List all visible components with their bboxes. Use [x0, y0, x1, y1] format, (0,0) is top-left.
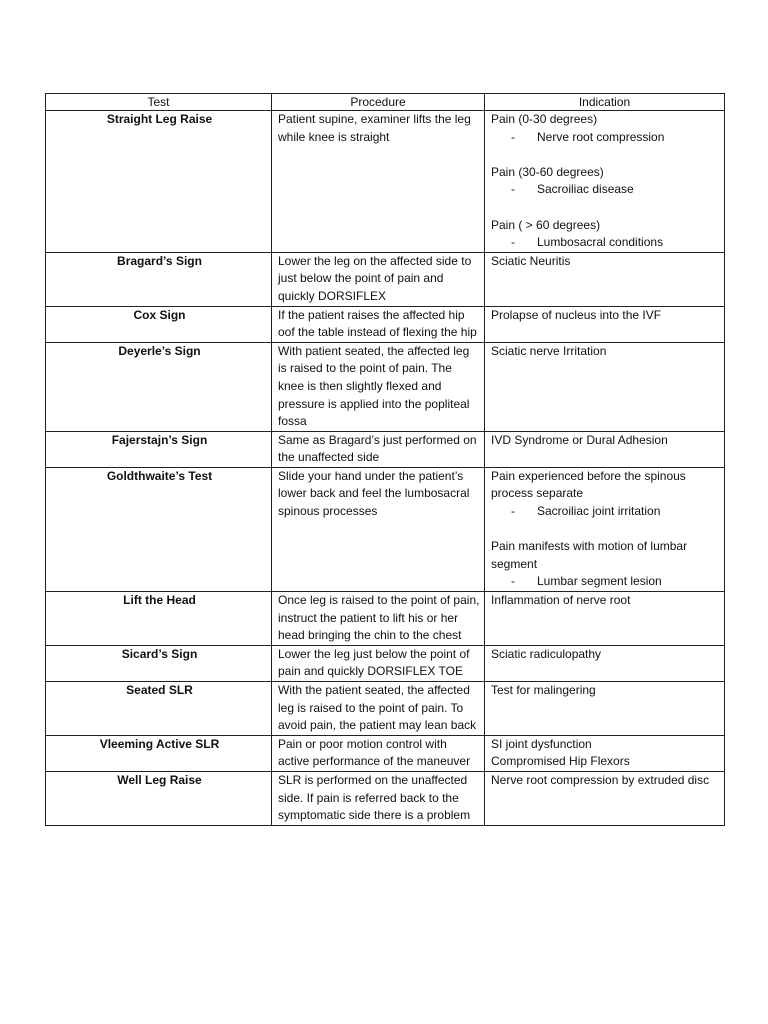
header-row: [46, 94, 725, 111]
indication-heading: Pain experienced before the spinous process separate: [491, 468, 686, 501]
test-name: Well Leg Raise: [46, 771, 272, 825]
procedure-text: With patient seated, the affected leg is raised to the point of pain. The knee is then slightly flexed and pressure is applied into the popliteal fossa: [272, 342, 485, 431]
test-name: Deyerle’s Sign: [46, 342, 272, 431]
indication-text: Prolapse of nucleus into the IVF: [485, 306, 725, 342]
indication-cell: [485, 111, 725, 253]
header-procedure: Procedure: [272, 94, 485, 111]
procedure-text: Once leg is raised to the point of pain, instruct the patient to lift his or her head bringing the chin to the chest: [272, 592, 485, 646]
table-row: [46, 467, 725, 591]
indication-line: SI joint dysfunction: [491, 736, 592, 751]
indication-bullet: - Lumbar segment lesion: [511, 574, 662, 589]
procedure-text: Pain or poor motion control with active performance of the maneuver: [272, 735, 485, 771]
procedure-text: With the patient seated, the affected leg is raised to the point of pain. To avoid pain, the patient may lean back: [272, 682, 485, 736]
table-row: [46, 682, 725, 736]
indication-bullet: - Sacroiliac joint irritation: [511, 504, 661, 519]
indication-heading: Pain ( > 60 degrees): [491, 217, 601, 232]
table-row: [46, 306, 725, 342]
indication-cell: [485, 735, 725, 771]
indication-heading: Pain manifests with motion of lumbar segment: [491, 539, 688, 571]
indication-text: Test for malingering: [485, 682, 725, 736]
test-name: Bragard’s Sign: [46, 252, 272, 306]
indication-text: Sciatic radiculopathy: [485, 645, 725, 681]
procedure-text: Same as Bragard’s just performed on the unaffected side: [272, 431, 485, 467]
indication-heading: Pain (30-60 degrees): [491, 164, 604, 179]
indication-line: Compromised Hip Flexors: [491, 754, 630, 769]
table-row: [46, 111, 725, 253]
test-name: Seated SLR: [46, 682, 272, 736]
table-row: [46, 735, 725, 771]
indication-text: Nerve root compression by extruded disc: [485, 771, 725, 825]
test-name: Vleeming Active SLR: [46, 735, 272, 771]
table-row: [46, 431, 725, 467]
test-name: Cox Sign: [46, 306, 272, 342]
test-name: Goldthwaite’s Test: [46, 467, 272, 591]
indication-text: Sciatic Neuritis: [485, 252, 725, 306]
indication-bullet: - Nerve root compression: [511, 129, 665, 144]
indication-heading: Pain (0-30 degrees): [491, 112, 598, 126]
table-row: [46, 592, 725, 646]
table-row: [46, 342, 725, 431]
indication-text: IVD Syndrome or Dural Adhesion: [485, 431, 725, 467]
table-row: [46, 645, 725, 681]
procedure-text: Lower the leg just below the point of pain and quickly DORSIFLEX TOE: [272, 645, 485, 681]
indication-text: Sciatic nerve Irritation: [485, 342, 725, 431]
test-name: Lift the Head: [46, 592, 272, 646]
header-indication: Indication: [485, 94, 725, 111]
indication-bullet: - Lumbosacral conditions: [511, 235, 664, 250]
indication-bullet: - Sacroiliac disease: [511, 182, 634, 197]
table-row: [46, 252, 725, 306]
procedure-text: Patient supine, examiner lifts the leg while knee is straight: [272, 111, 485, 253]
indication-cell: [485, 467, 725, 591]
table-row: [46, 771, 725, 825]
indication-text: Inflammation of nerve root: [485, 592, 725, 646]
procedure-text: SLR is performed on the unaffected side. If pain is referred back to the symptomatic side there is a problem: [272, 771, 485, 825]
procedure-text: If the patient raises the affected hip oof the table instead of flexing the hip: [272, 306, 485, 342]
procedure-text: Lower the leg on the affected side to just below the point of pain and quickly DORSIFLEX: [272, 252, 485, 306]
header-test: Test: [46, 94, 272, 111]
test-name: Sicard’s Sign: [46, 645, 272, 681]
test-name: Straight Leg Raise: [46, 111, 272, 253]
orthopedic-tests-table: [45, 93, 725, 826]
test-name: Fajerstajn’s Sign: [46, 431, 272, 467]
procedure-text: Slide your hand under the patient’s lower back and feel the lumbosacral spinous processes: [272, 467, 485, 591]
